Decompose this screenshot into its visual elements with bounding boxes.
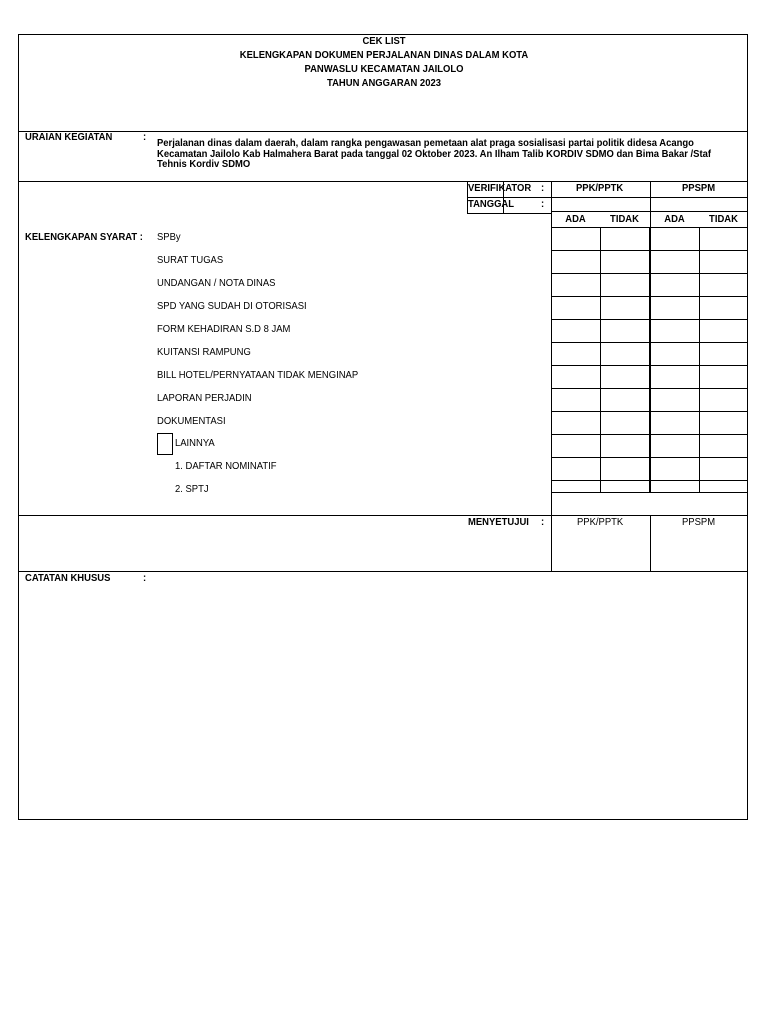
check-cell[interactable] <box>600 434 650 458</box>
lainnya-checkbox[interactable] <box>157 433 173 455</box>
check-cell[interactable] <box>551 411 601 435</box>
catatan-label: CATATAN KHUSUS <box>25 572 111 584</box>
tanggal-label: TANGGAL <box>468 198 515 210</box>
check-cell[interactable] <box>600 388 650 412</box>
check-cell[interactable] <box>699 342 748 366</box>
check-cell[interactable] <box>699 365 748 389</box>
col-tidak-ppk: TIDAK <box>610 213 639 225</box>
checklist-document <box>18 34 748 820</box>
check-cell[interactable] <box>600 319 650 343</box>
check-cell[interactable] <box>551 250 601 274</box>
check-cell[interactable] <box>699 411 748 435</box>
requirement-sub-item: 1. DAFTAR NOMINATIF <box>175 460 277 472</box>
check-cell[interactable] <box>600 457 650 481</box>
check-cell[interactable] <box>699 250 748 274</box>
doc-fiscal-year: TAHUN ANGGARAN 2023 <box>327 77 441 89</box>
divider <box>19 515 747 516</box>
divider <box>551 211 747 212</box>
check-cell[interactable] <box>650 457 700 481</box>
check-cell[interactable] <box>699 227 748 251</box>
check-cell[interactable] <box>551 273 601 297</box>
check-cell[interactable] <box>551 319 601 343</box>
verifikator-ppspm-header: PPSPM <box>682 182 716 194</box>
check-cell[interactable] <box>551 434 601 458</box>
divider <box>467 213 551 214</box>
check-cell[interactable] <box>699 296 748 320</box>
check-cell[interactable] <box>650 250 700 274</box>
requirement-item: UNDANGAN / NOTA DINAS <box>157 277 276 289</box>
verifikator-colon: : <box>541 182 545 194</box>
doc-subtitle: KELENGKAPAN DOKUMEN PERJALANAN DINAS DALAM KOTA <box>239 49 529 61</box>
menyetujui-ppspm: PPSPM <box>682 516 716 528</box>
verifikator-label: VERIFIKATOR <box>468 182 532 194</box>
catatan-colon: : <box>143 572 147 584</box>
check-cell[interactable] <box>600 365 650 389</box>
requirement-item: SPBy <box>157 231 181 243</box>
menyetujui-colon: : <box>541 516 545 528</box>
check-cell[interactable] <box>600 273 650 297</box>
check-cell[interactable] <box>699 273 748 297</box>
menyetujui-label: MENYETUJUI <box>468 516 529 528</box>
check-cell[interactable] <box>650 480 700 493</box>
uraian-label: URAIAN KEGIATAN <box>25 131 113 143</box>
kelengkapan-label: KELENGKAPAN SYARAT : <box>25 231 143 243</box>
lainnya-label: LAINNYA <box>175 437 215 449</box>
check-cell[interactable] <box>551 227 601 251</box>
requirement-sub-item: 2. SPTJ <box>175 483 209 495</box>
check-cell[interactable] <box>600 296 650 320</box>
check-cell[interactable] <box>650 273 700 297</box>
uraian-text: Perjalanan dinas dalam daerah, dalam rangka pengawasan pemetaan alat praga sosialisasi partai politik didesa Acango Kecamatan Jailolo Kab Halmahera Barat pada tanggal 02 Oktober 2023. An Ilham Talib KORDIV SDMO dan Bima Bakar /Staf Tehnis Kordiv SDMO <box>157 137 712 170</box>
doc-organization: PANWASLU KECAMATAN JAILOLO <box>304 63 464 75</box>
col-ada-ppk: ADA <box>565 213 586 225</box>
requirement-item: SURAT TUGAS <box>157 254 224 266</box>
requirement-item: BILL HOTEL/PERNYATAAN TIDAK MENGINAP <box>157 369 359 381</box>
divider <box>650 515 651 571</box>
doc-title: CEK LIST <box>362 35 406 47</box>
check-cell[interactable] <box>551 388 601 412</box>
check-cell[interactable] <box>551 296 601 320</box>
check-cell[interactable] <box>650 434 700 458</box>
check-cell[interactable] <box>551 342 601 366</box>
check-cell[interactable] <box>600 411 650 435</box>
uraian-colon: : <box>143 131 147 143</box>
verifikator-ppk-header: PPK/PPTK <box>576 182 624 194</box>
col-tidak-ppspm: TIDAK <box>709 213 738 225</box>
check-cell[interactable] <box>650 411 700 435</box>
divider <box>19 571 747 572</box>
menyetujui-ppk: PPK/PPTK <box>577 516 624 528</box>
check-cell[interactable] <box>600 342 650 366</box>
check-cell[interactable] <box>600 250 650 274</box>
requirement-item: SPD YANG SUDAH DI OTORISASI <box>157 300 307 312</box>
tanggal-colon: : <box>541 198 545 210</box>
requirement-item: FORM KEHADIRAN S.D 8 JAM <box>157 323 291 335</box>
check-cell[interactable] <box>650 342 700 366</box>
check-cell[interactable] <box>699 480 748 493</box>
check-cell[interactable] <box>699 319 748 343</box>
requirement-item: KUITANSI RAMPUNG <box>157 346 251 358</box>
check-cell[interactable] <box>600 227 650 251</box>
divider <box>19 181 747 182</box>
check-cell[interactable] <box>551 365 601 389</box>
check-cell[interactable] <box>551 480 601 493</box>
requirement-item: LAPORAN PERJADIN <box>157 392 252 404</box>
check-cell[interactable] <box>650 227 700 251</box>
check-cell[interactable] <box>699 457 748 481</box>
check-cell[interactable] <box>551 457 601 481</box>
check-cell[interactable] <box>600 480 650 493</box>
check-cell[interactable] <box>650 296 700 320</box>
check-cell[interactable] <box>650 319 700 343</box>
col-ada-ppspm: ADA <box>664 213 685 225</box>
check-cell[interactable] <box>650 388 700 412</box>
check-cell[interactable] <box>699 434 748 458</box>
requirement-item: DOKUMENTASI <box>157 415 226 427</box>
check-cell[interactable] <box>650 365 700 389</box>
check-cell[interactable] <box>699 388 748 412</box>
divider <box>19 131 747 132</box>
divider <box>650 181 651 227</box>
